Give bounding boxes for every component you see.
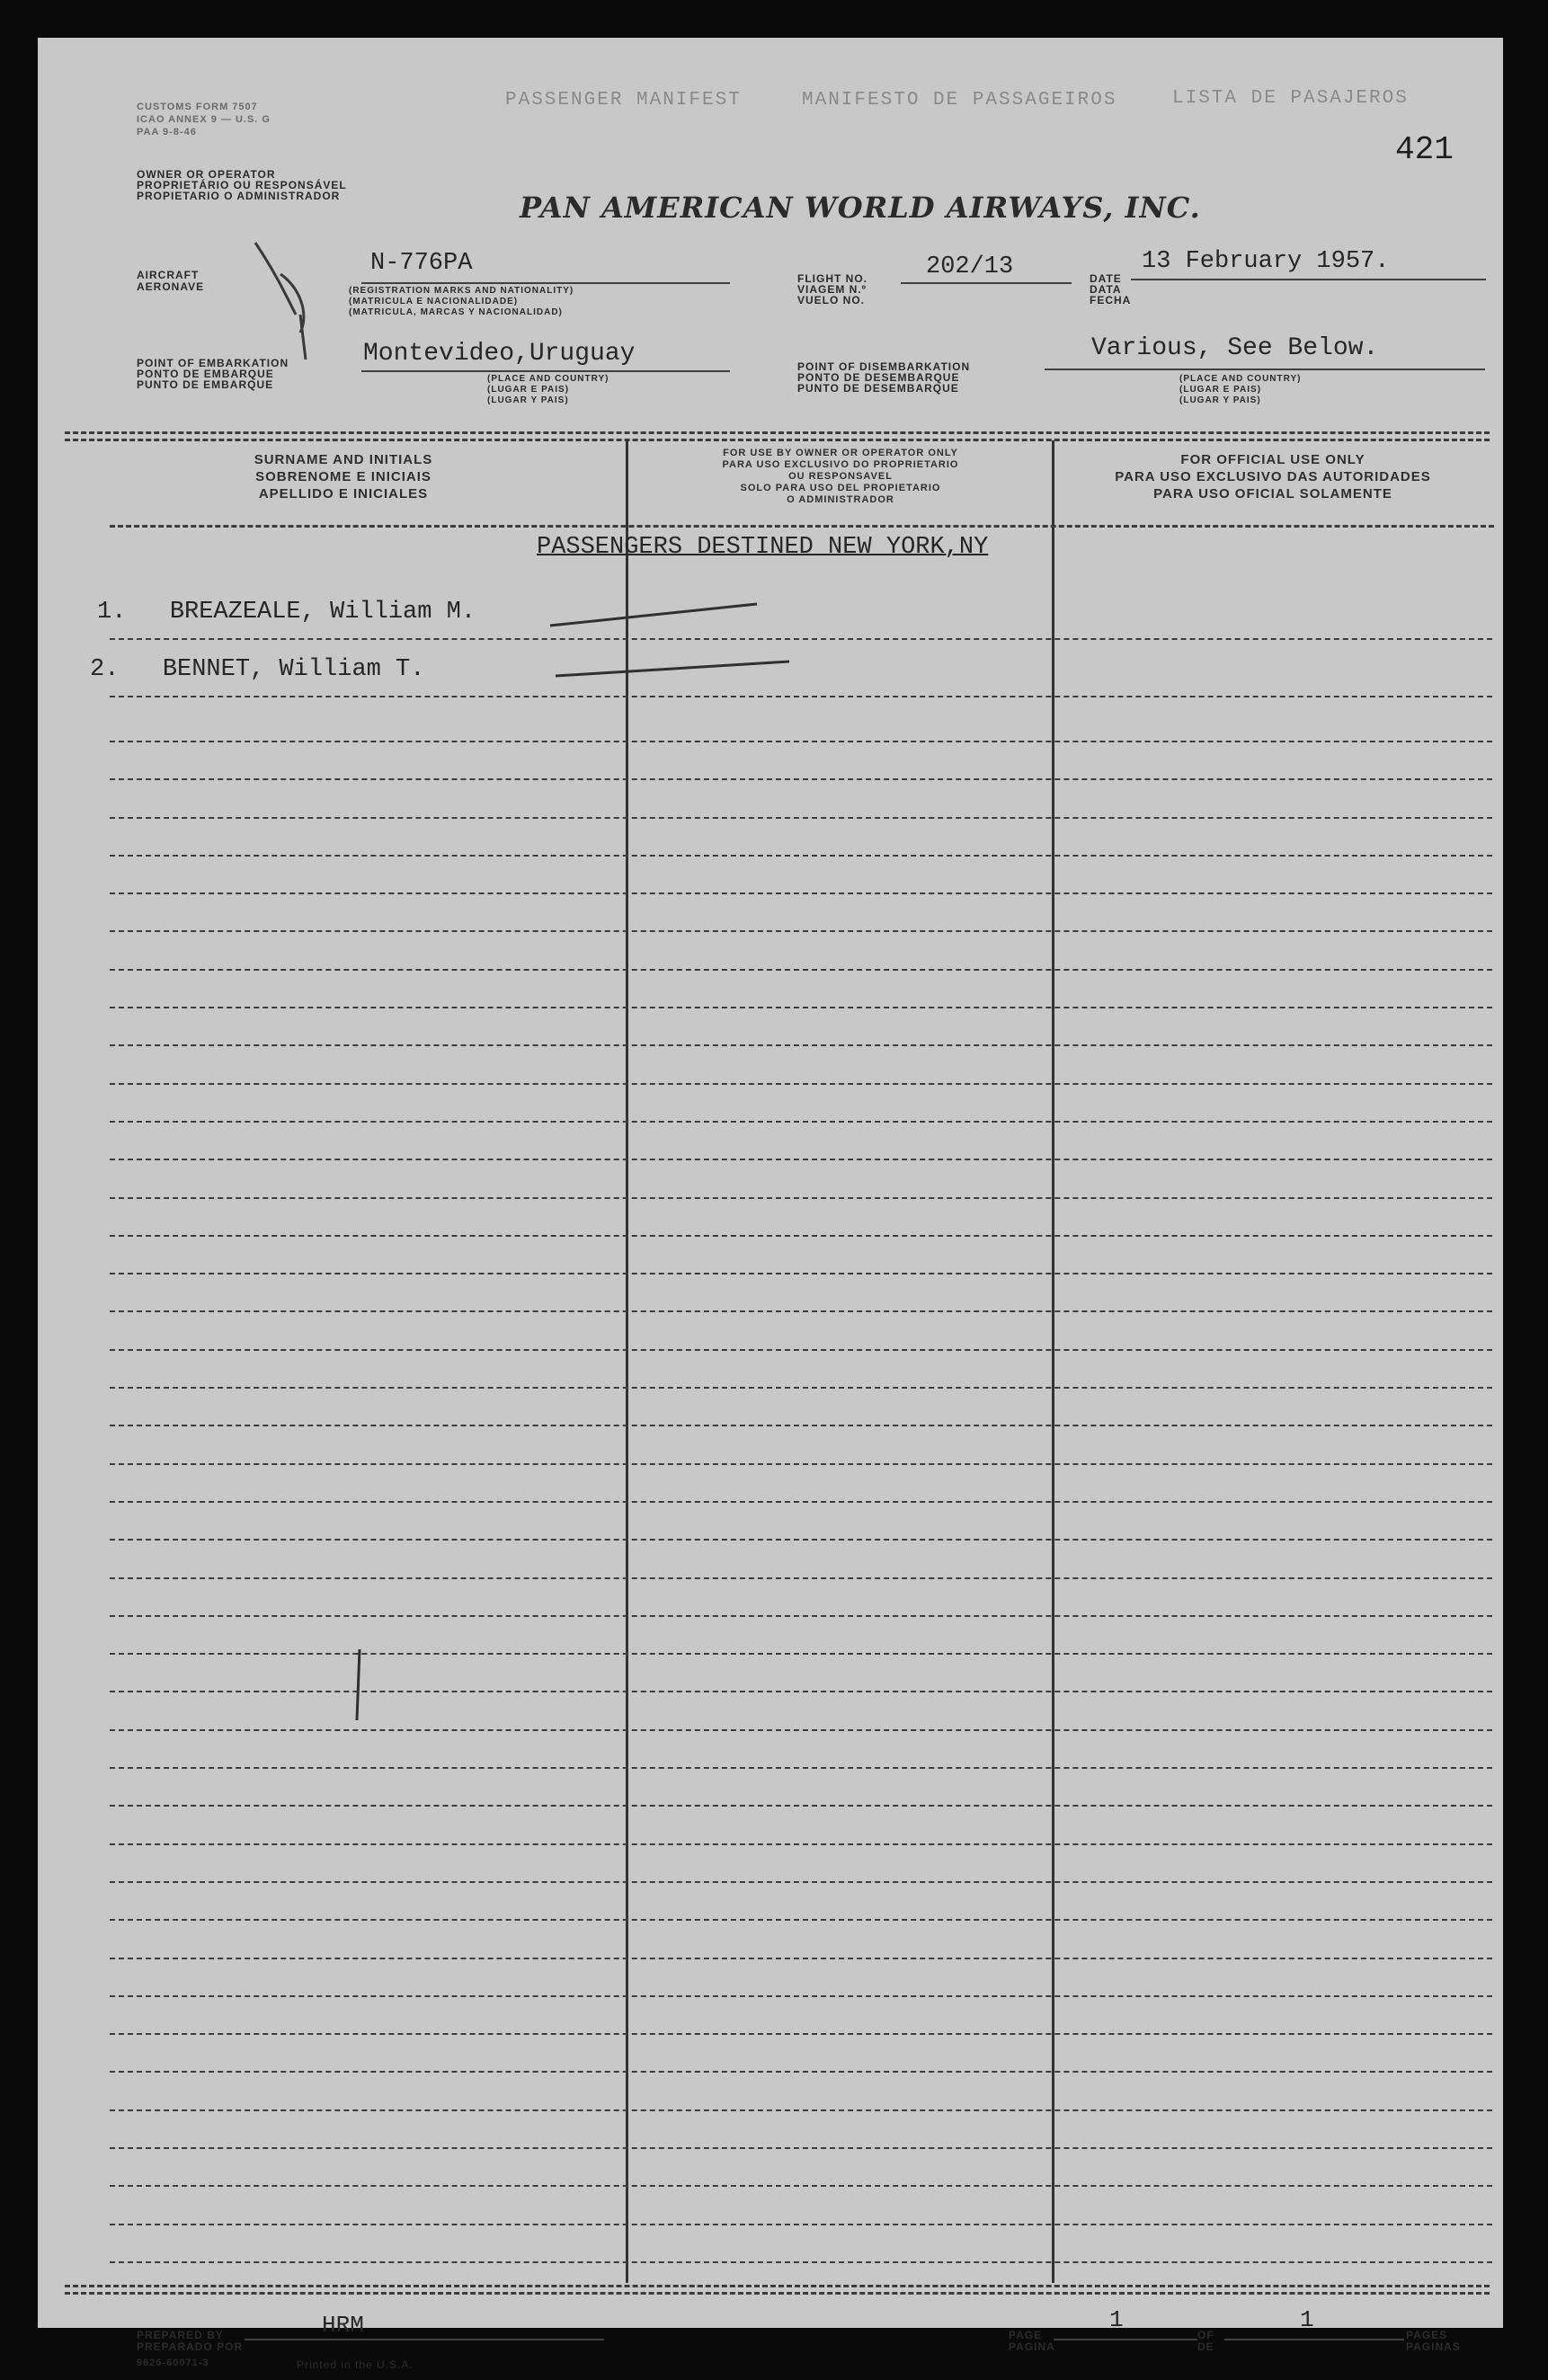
ruled-line xyxy=(110,1805,1492,1807)
ruled-line xyxy=(110,892,1492,894)
date-labels: DATE DATA FECHA xyxy=(1090,272,1132,306)
sheet-number: 421 xyxy=(1395,131,1454,168)
ruled-line xyxy=(110,1653,1492,1655)
col-header-official: FOR OFFICIAL USE ONLY PARA USO EXCLUSIVO DAS AUTORIDADES PARA USO OFICIAL SOLAMENTE xyxy=(1115,452,1431,502)
pen-tick xyxy=(351,1645,369,1726)
flight-labels: FLIGHT NO. VIAGEM N.º VUELO NO. xyxy=(797,272,867,306)
aircraft-sublabels: (REGISTRATION MARKS AND NATIONALITY) (MATRICULA E NACIONALIDADE) (MATRICULA, MARCAS Y NACIONALIDAD) xyxy=(349,286,574,317)
passenger-name: BENNET, William T. xyxy=(162,656,425,683)
ruled-line xyxy=(110,1843,1492,1845)
ruled-line xyxy=(110,2261,1492,2263)
disembarkation-sublabels: (PLACE AND COUNTRY) (LUGAR E PAIS) (LUGAR Y PAIS) xyxy=(1179,374,1302,405)
printed-note: Printed in the U.S.A. xyxy=(297,2358,414,2371)
ruled-line xyxy=(110,2147,1492,2149)
ruled-line xyxy=(110,1539,1492,1541)
ruled-line xyxy=(110,817,1492,819)
ruled-line xyxy=(110,2033,1492,2035)
ruled-line xyxy=(110,1044,1492,1046)
ruled-line xyxy=(110,1007,1492,1008)
prepared-value: HRM xyxy=(322,2312,364,2339)
faint-title-es: LISTA DE PASAJEROS xyxy=(1172,88,1409,109)
ruled-line xyxy=(110,930,1492,932)
ruled-line xyxy=(110,1387,1492,1389)
aircraft-labels: AIRCRAFT AERONAVE xyxy=(137,269,205,293)
ruled-line xyxy=(110,1310,1492,1312)
form-code: 9626-60071-3 xyxy=(137,2358,209,2368)
ruled-line xyxy=(110,1577,1492,1579)
ruled-line xyxy=(110,1881,1492,1883)
ruled-line xyxy=(110,696,1492,697)
ruled-line xyxy=(110,741,1492,742)
ruled-line xyxy=(110,969,1492,971)
ruled-line xyxy=(110,1425,1492,1426)
disembarkation-labels: POINT OF DISEMBARKATION PONTO DE DESEMBARQUE PUNTO DE DESEMBARQUE xyxy=(797,360,971,395)
passenger-name: BREAZEALE, William M. xyxy=(169,599,476,626)
ruled-line xyxy=(110,1691,1492,1692)
ruled-line xyxy=(110,2185,1492,2187)
aircraft-value: N-776PA xyxy=(370,250,473,277)
ruled-line xyxy=(110,1463,1492,1465)
col-header-surname: SURNAME AND INITIALS SOBRENOME E INICIAIS APELLIDO E INICIALES xyxy=(254,452,433,502)
ruled-line xyxy=(110,1121,1492,1123)
date-value: 13 February 1957. xyxy=(1142,248,1390,275)
embarkation-labels: POINT OF EMBARKATION PONTO DE EMBARQUE PUNTO DE EMBARQUE xyxy=(137,357,289,391)
ruled-line xyxy=(110,778,1492,780)
ruled-line xyxy=(110,1083,1492,1085)
ruled-line xyxy=(110,855,1492,857)
company-name: PAN AMERICAN WORLD AIRWAYS, INC. xyxy=(520,191,1201,225)
ruled-line xyxy=(110,1273,1492,1274)
col-header-operator: FOR USE BY OWNER OR OPERATOR ONLY PARA USO EXCLUSIVO DO PROPRIETARIO OU RESPONSAVEL SOLO PARA USO DEL PROPIETARIO O ADMINISTRADOR xyxy=(722,448,959,505)
ruled-line xyxy=(110,1919,1492,1921)
pen-strokes xyxy=(541,586,811,676)
page-value: 1 xyxy=(1109,2306,1124,2333)
ruled-line xyxy=(110,1729,1492,1731)
ruled-line xyxy=(110,1958,1492,1959)
ruled-line xyxy=(110,1197,1492,1199)
of-labels: OF DE xyxy=(1197,2329,1214,2353)
page-labels: PAGE PAGINA xyxy=(1009,2329,1055,2353)
embarkation-sublabels: (PLACE AND COUNTRY) (LUGAR E PAIS) (LUGAR Y PAIS) xyxy=(487,374,609,405)
ruled-line xyxy=(110,1159,1492,1160)
flight-value: 202/13 xyxy=(926,253,1014,280)
ruled-line xyxy=(110,2109,1492,2111)
ruled-line xyxy=(110,2071,1492,2073)
passenger-row-2 xyxy=(90,656,424,683)
ruled-line xyxy=(110,1235,1492,1237)
prepared-labels: PREPARED BY PREPARADO POR xyxy=(137,2329,244,2353)
manifest-sheet xyxy=(38,38,1503,2371)
ruled-line xyxy=(110,2224,1492,2225)
owner-labels: OWNER OR OPERATOR PROPRIETÁRIO OU RESPONSÁVEL PROPIETARIO O ADMINISTRADOR xyxy=(137,168,347,202)
form-codes: CUSTOMS FORM 7507 ICAO ANNEX 9 — U.S. G PAA 9-8-46 xyxy=(137,102,271,138)
ruled-line xyxy=(110,1767,1492,1769)
ruled-line xyxy=(110,1995,1492,1997)
of-value: 1 xyxy=(1300,2306,1314,2333)
disembarkation-value: Various, See Below. xyxy=(1091,334,1379,362)
ruled-line xyxy=(110,638,1492,640)
faint-title-en: PASSENGER MANIFEST xyxy=(505,90,742,111)
pages-labels: PAGES PAGINAS xyxy=(1406,2329,1461,2353)
passenger-number: 1. xyxy=(97,599,127,626)
passenger-row-1 xyxy=(97,599,476,626)
ruled-line xyxy=(110,1349,1492,1351)
ruled-line xyxy=(110,1501,1492,1503)
column-divider-2 xyxy=(1052,440,1054,2283)
column-divider-1 xyxy=(626,440,628,2283)
passenger-number: 2. xyxy=(90,656,120,683)
ruled-line xyxy=(110,1615,1492,1617)
faint-title-pt: MANIFESTO DE PASSAGEIROS xyxy=(802,90,1117,111)
pen-scribble xyxy=(246,234,345,369)
embarkation-value: Montevideo,Uruguay xyxy=(363,340,636,368)
section-heading: PASSENGERS DESTINED NEW YORK,NY xyxy=(537,534,989,561)
